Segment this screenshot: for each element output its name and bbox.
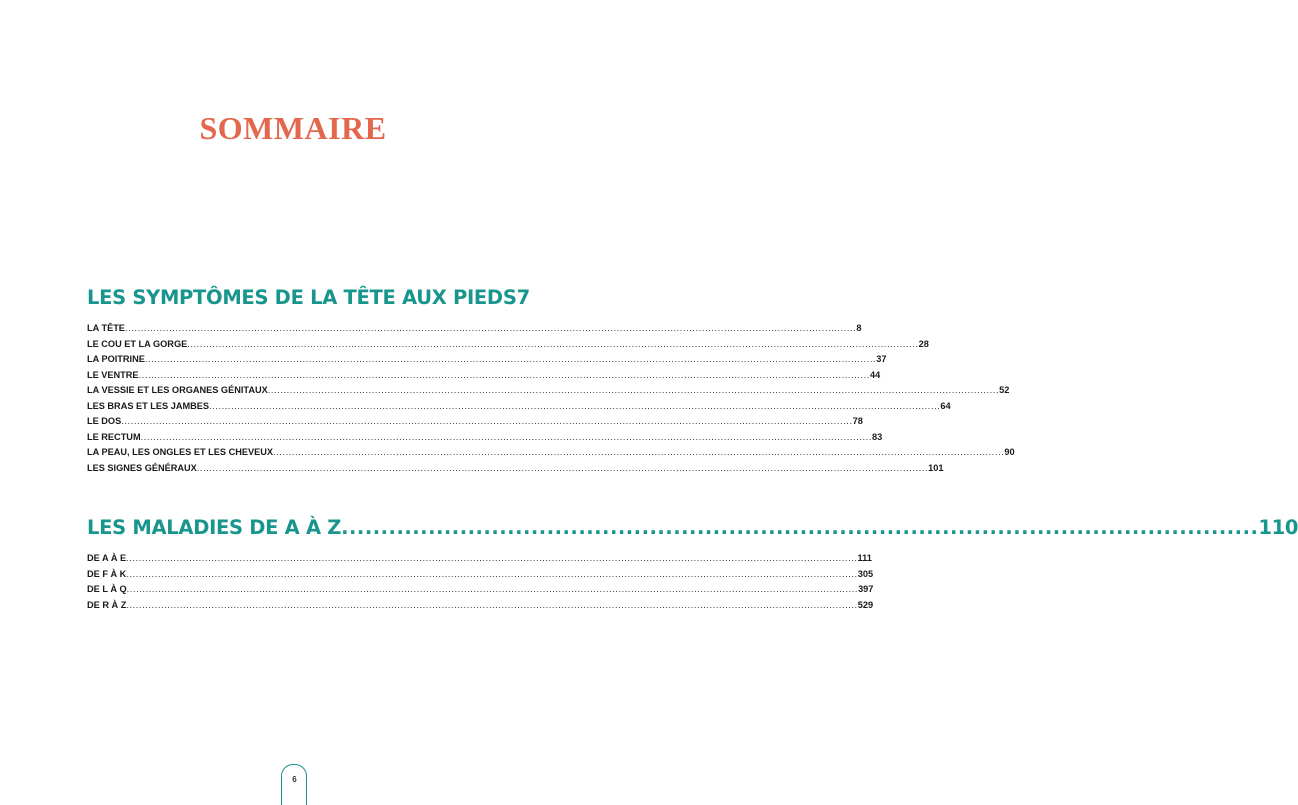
toc-entry <box>87 399 951 415</box>
section-heading <box>87 513 1298 543</box>
dot-leader <box>268 383 999 399</box>
toc-entry-page: 64 <box>940 400 951 411</box>
dot-leader <box>125 321 856 337</box>
dot-leader <box>187 337 918 353</box>
toc-entry <box>87 461 944 477</box>
toc-entry-label: DE A À E <box>87 553 127 563</box>
toc-entry-page: 111 <box>857 553 872 563</box>
section-heading-page: 7 <box>516 286 530 309</box>
section-heading-page: 110 <box>1258 516 1298 539</box>
toc-entry-label: DE F À K <box>87 568 127 579</box>
toc-entry-label: LES BRAS ET LES JAMBES <box>87 400 210 411</box>
toc-entry-label: DE R À Z <box>87 599 127 610</box>
toc-entry-label: LA PEAU, LES ONGLES ET LES CHEVEUX <box>87 447 273 457</box>
toc-entry <box>87 337 929 353</box>
toc-entry-page: 101 <box>928 462 944 473</box>
toc-section-symptomes <box>87 283 1015 476</box>
toc-entry-label: LE DOS <box>87 416 122 426</box>
dot-leader <box>273 445 1004 461</box>
toc-entry <box>87 352 887 368</box>
dot-leader <box>126 567 857 583</box>
section-heading <box>87 283 530 313</box>
toc-entry-page: 37 <box>876 354 887 364</box>
toc-entry-page: 90 <box>1004 447 1015 457</box>
toc-entry <box>87 430 883 446</box>
toc-entry-label: LES SIGNES GÉNÉRAUX <box>87 462 197 473</box>
dot-leader <box>126 598 857 614</box>
toc-entry-page: 8 <box>856 323 862 333</box>
toc-entry <box>87 414 863 430</box>
toc-entry-page: 305 <box>857 568 874 579</box>
toc-entry-page: 44 <box>869 369 881 380</box>
toc-entry-label: LE VENTRE <box>87 369 139 380</box>
toc-entry-label: LE RECTUM <box>87 431 141 442</box>
toc-entry <box>87 321 862 337</box>
toc-entry-label: LE COU ET LA GORGE <box>87 338 188 349</box>
dot-leader <box>121 414 852 430</box>
dot-leader <box>209 399 940 415</box>
section-heading-label: LES SYMPTÔMES DE LA TÊTE AUX PIEDS <box>87 286 517 309</box>
dot-leader <box>145 352 876 368</box>
dot-leader <box>341 513 1258 543</box>
toc-entry-page: 83 <box>872 431 883 442</box>
toc-entry <box>87 567 874 583</box>
page-title: SOMMAIRE <box>199 110 387 146</box>
toc-entry <box>87 383 1010 399</box>
dot-leader <box>141 430 872 446</box>
toc-entry-label: LA VESSIE ET LES ORGANES GÉNITAUX <box>87 385 268 395</box>
page-number-tab <box>281 764 307 805</box>
toc-entry-page: 52 <box>999 385 1010 395</box>
toc-entry-page: 78 <box>852 416 863 426</box>
toc-entry <box>87 598 874 614</box>
dot-leader <box>139 368 870 384</box>
toc-entry <box>87 445 1015 461</box>
toc-entry <box>87 582 874 598</box>
page-number: 6 <box>292 775 297 784</box>
toc-entry <box>87 551 872 567</box>
section-heading-label: LES MALADIES DE A À Z <box>87 516 342 539</box>
toc-entry-page: 28 <box>918 338 929 349</box>
toc-entry-label: LA TÊTE <box>87 323 125 333</box>
dot-leader <box>127 582 858 598</box>
toc-entry-label: LA POITRINE <box>87 354 145 364</box>
toc-entry <box>87 368 881 384</box>
toc-entry-page: 397 <box>858 584 874 594</box>
toc-entry-label: DE L À Q <box>87 584 127 594</box>
toc-entry-page: 529 <box>857 599 874 610</box>
toc-section-maladies <box>87 513 1298 613</box>
dot-leader <box>197 461 928 477</box>
dot-leader <box>126 551 857 567</box>
